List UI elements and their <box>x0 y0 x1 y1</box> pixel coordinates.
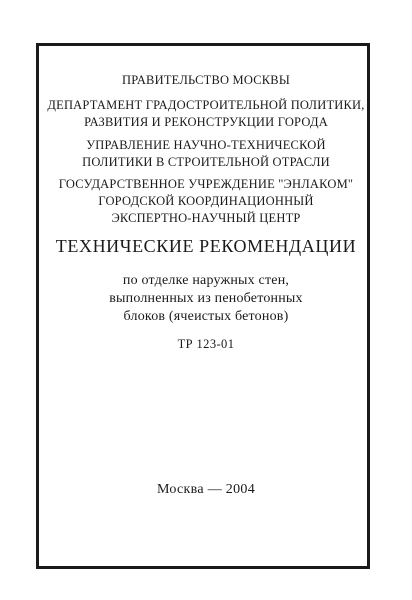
institution-heading-line1: ГОСУДАРСТВЕННОЕ УЧРЕЖДЕНИЕ "ЭНЛАКОМ" <box>58 177 354 191</box>
directorate-heading-line1: УПРАВЛЕНИЕ НАУЧНО-ТЕХНИЧЕСКОЙ <box>86 138 326 152</box>
government-heading: ПРАВИТЕЛЬСТВО МОСКВЫ <box>122 73 290 87</box>
institution-heading-line3: ЭКСПЕРТНО-НАУЧНЫЙ ЦЕНТР <box>111 211 301 225</box>
document-subtitle-line2: выполненных из пенобетонных <box>109 291 303 306</box>
document-subtitle-line3: блоков (ячеистых бетонов) <box>123 309 289 324</box>
document-code: ТР 123-01 <box>177 337 235 351</box>
document-subtitle-line1: по отделке наружных стен, <box>122 273 290 288</box>
department-heading-line2: РАЗВИТИЯ И РЕКОНСТРУКЦИИ ГОРОДА <box>84 115 328 129</box>
department-heading-line1: ДЕПАРТАМЕНТ ГРАДОСТРОИТЕЛЬНОЙ ПОЛИТИКИ, <box>47 98 365 112</box>
document-title: ТЕХНИЧЕСКИЕ РЕКОМЕНДАЦИИ <box>55 236 357 256</box>
directorate-heading-line2: ПОЛИТИКИ В СТРОИТЕЛЬНОЙ ОТРАСЛИ <box>82 155 330 169</box>
institution-heading-line2: ГОРОДСКОЙ КООРДИНАЦИОННЫЙ <box>98 194 314 208</box>
place-and-year: Москва — 2004 <box>156 482 255 497</box>
